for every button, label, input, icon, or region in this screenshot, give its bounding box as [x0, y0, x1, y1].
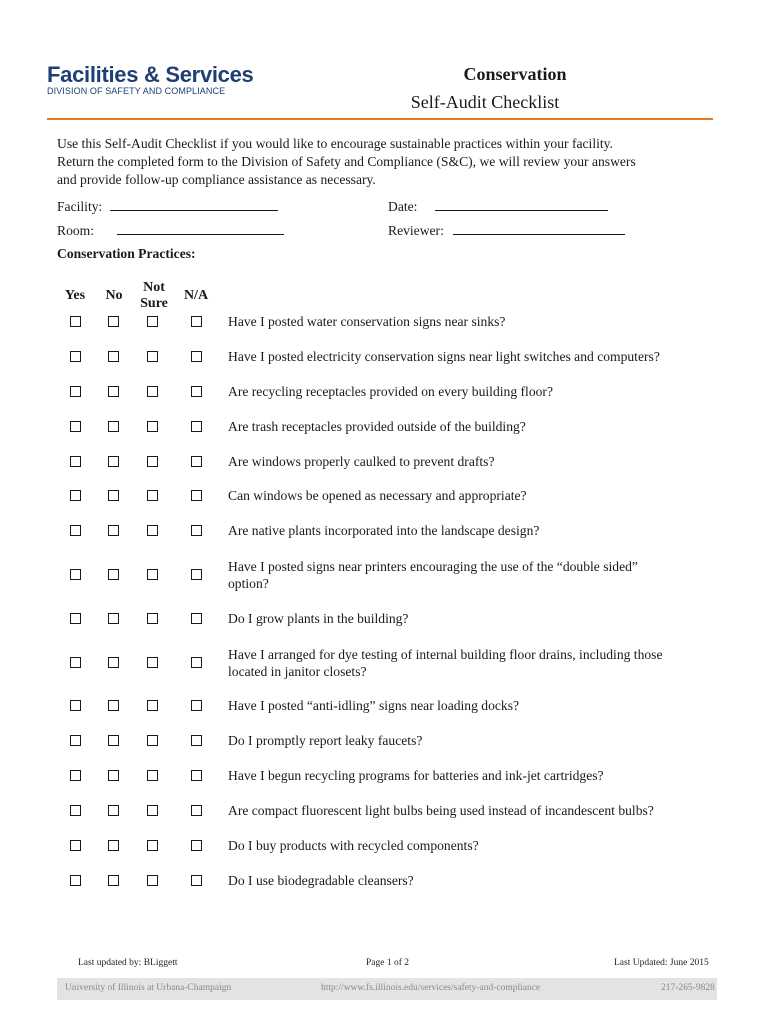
- question-line: Do I grow plants in the building?: [228, 611, 409, 626]
- checkbox-not-sure[interactable]: [147, 456, 158, 467]
- question-line: Are windows properly caulked to prevent drafts?: [228, 454, 495, 469]
- question-text: [228, 802, 708, 819]
- question-text: [228, 872, 708, 889]
- checkbox-na[interactable]: [191, 351, 202, 362]
- question-text: [228, 767, 708, 784]
- checkbox-not-sure[interactable]: [147, 770, 158, 781]
- question-text: [228, 646, 708, 680]
- question-line: Do I promptly report leaky faucets?: [228, 733, 423, 748]
- footer-phone: 217-265-9828: [661, 983, 715, 993]
- checkbox-not-sure[interactable]: [147, 490, 158, 501]
- column-header-no: No: [105, 288, 123, 303]
- footer-page-number: Page 1 of 2: [366, 958, 410, 968]
- footer-url[interactable]: http://www.fs.illinois.edu/services/safety-and-compliance: [321, 983, 541, 993]
- footer-updated-by: Last updated by: BLiggett: [78, 958, 178, 968]
- checkbox-yes[interactable]: [70, 770, 81, 781]
- checkbox-na[interactable]: [191, 386, 202, 397]
- checkbox-yes[interactable]: [70, 805, 81, 816]
- checkbox-yes[interactable]: [70, 316, 81, 327]
- question-text: [228, 732, 708, 749]
- checkbox-yes[interactable]: [70, 875, 81, 886]
- checkbox-na[interactable]: [191, 840, 202, 851]
- facilities-logo: [47, 62, 254, 96]
- checkbox-not-sure[interactable]: [147, 613, 158, 624]
- room-label: Room:: [57, 223, 95, 238]
- checkbox-no[interactable]: [108, 735, 119, 746]
- checkbox-not-sure[interactable]: [147, 386, 158, 397]
- checkbox-na[interactable]: [191, 613, 202, 624]
- question-text: [228, 418, 708, 435]
- page-subtitle: Self-Audit Checklist: [410, 92, 560, 112]
- checkbox-no[interactable]: [108, 875, 119, 886]
- checkbox-not-sure[interactable]: [147, 525, 158, 536]
- column-header-not-sure-line2: Sure: [140, 296, 168, 311]
- question-line: Have I posted “anti-idling” signs near loading docks?: [228, 698, 520, 713]
- date-input-line[interactable]: [435, 197, 608, 211]
- column-header-not-sure: [134, 280, 174, 312]
- question-line: Are trash receptacles provided outside of the building?: [228, 419, 526, 434]
- checkbox-yes[interactable]: [70, 421, 81, 432]
- question-line: Can windows be opened as necessary and appropriate?: [228, 488, 527, 503]
- section-title: Conservation Practices:: [57, 246, 196, 261]
- date-label: Date:: [388, 199, 418, 214]
- checkbox-no[interactable]: [108, 316, 119, 327]
- room-field: [57, 221, 284, 239]
- checkbox-yes[interactable]: [70, 525, 81, 536]
- facility-label: Facility:: [57, 199, 103, 214]
- column-header-yes: Yes: [64, 288, 86, 303]
- checkbox-not-sure[interactable]: [147, 316, 158, 327]
- intro-line: Return the completed form to the Division of Safety and Compliance (S&C), we will review your answers: [57, 154, 636, 169]
- checkbox-na[interactable]: [191, 735, 202, 746]
- checkbox-na[interactable]: [191, 700, 202, 711]
- page-title: Conservation: [463, 64, 567, 84]
- checkbox-na[interactable]: [191, 657, 202, 668]
- question-text: [228, 313, 708, 330]
- question-line: Have I posted water conservation signs near sinks?: [228, 314, 506, 329]
- checkbox-yes[interactable]: [70, 351, 81, 362]
- reviewer-label: Reviewer:: [388, 223, 444, 238]
- question-line: Have I posted signs near printers encouraging the use of the “double sided”: [228, 559, 638, 574]
- checkbox-yes[interactable]: [70, 700, 81, 711]
- checkbox-yes[interactable]: [70, 490, 81, 501]
- checkbox-yes[interactable]: [70, 840, 81, 851]
- question-text: [228, 487, 708, 504]
- checkbox-not-sure[interactable]: [147, 875, 158, 886]
- question-line: Are native plants incorporated into the landscape design?: [228, 523, 540, 538]
- question-line: Are compact fluorescent light bulbs being used instead of incandescent bulbs?: [228, 803, 654, 818]
- column-header-not-sure-line1: Not: [143, 280, 165, 295]
- checkbox-na[interactable]: [191, 456, 202, 467]
- question-line: Do I buy products with recycled components?: [228, 838, 479, 853]
- question-line: located in janitor closets?: [228, 664, 367, 679]
- checkbox-yes[interactable]: [70, 569, 81, 580]
- question-line: Have I begun recycling programs for batteries and ink-jet cartridges?: [228, 768, 604, 783]
- checkbox-not-sure[interactable]: [147, 840, 158, 851]
- question-line: option?: [228, 576, 269, 591]
- question-text: [228, 383, 708, 400]
- question-text: [228, 348, 708, 365]
- checkbox-no[interactable]: [108, 657, 119, 668]
- checkbox-yes[interactable]: [70, 657, 81, 668]
- question-line: Do I use biodegradable cleansers?: [228, 873, 414, 888]
- checkbox-no[interactable]: [108, 613, 119, 624]
- intro-line: and provide follow-up compliance assistance as necessary.: [57, 172, 376, 187]
- question-text: [228, 837, 708, 854]
- checkbox-no[interactable]: [108, 351, 119, 362]
- checkbox-na[interactable]: [191, 805, 202, 816]
- checkbox-na[interactable]: [191, 421, 202, 432]
- column-header-na: N/A: [183, 288, 209, 303]
- checkbox-yes[interactable]: [70, 735, 81, 746]
- checkbox-na[interactable]: [191, 875, 202, 886]
- checkbox-no[interactable]: [108, 569, 119, 580]
- intro-text: [57, 135, 717, 189]
- question-text: [228, 522, 708, 539]
- checkbox-no[interactable]: [108, 700, 119, 711]
- question-line: Have I arranged for dye testing of internal building floor drains, including those: [228, 647, 663, 662]
- checkbox-yes[interactable]: [70, 386, 81, 397]
- footer-bar: [57, 978, 717, 1000]
- checkbox-na[interactable]: [191, 490, 202, 501]
- division-name: DIVISION OF SAFETY AND COMPLIANCE: [47, 86, 226, 96]
- question-text: [228, 610, 708, 627]
- checkbox-not-sure[interactable]: [147, 700, 158, 711]
- header-divider: [47, 118, 713, 120]
- checkbox-no[interactable]: [108, 490, 119, 501]
- question-text: [228, 453, 708, 470]
- checkbox-yes[interactable]: [70, 613, 81, 624]
- date-field: [388, 197, 608, 215]
- checkbox-not-sure[interactable]: [147, 569, 158, 580]
- intro-line: Use this Self-Audit Checklist if you would like to encourage sustainable practices within your facility.: [57, 136, 613, 151]
- question-line: Are recycling receptacles provided on every building floor?: [228, 384, 553, 399]
- checkbox-no[interactable]: [108, 840, 119, 851]
- checkbox-na[interactable]: [191, 316, 202, 327]
- checkbox-yes[interactable]: [70, 456, 81, 467]
- footer-university: University of Illinois at Urbana-Champaign: [65, 983, 232, 993]
- checkbox-na[interactable]: [191, 525, 202, 536]
- checkbox-no[interactable]: [108, 386, 119, 397]
- checkbox-not-sure[interactable]: [147, 805, 158, 816]
- checkbox-not-sure[interactable]: [147, 735, 158, 746]
- facility-input-line[interactable]: [110, 197, 278, 211]
- reviewer-input-line[interactable]: [453, 221, 625, 235]
- room-input-line[interactable]: [117, 221, 284, 235]
- facility-field: [57, 197, 278, 215]
- brand-name: Facilities & Services: [47, 62, 254, 87]
- reviewer-field: [388, 221, 625, 239]
- checkbox-na[interactable]: [191, 770, 202, 781]
- footer-last-updated: Last Updated: June 2015: [614, 958, 709, 968]
- checkbox-no[interactable]: [108, 456, 119, 467]
- checkbox-no[interactable]: [108, 770, 119, 781]
- checkbox-not-sure[interactable]: [147, 657, 158, 668]
- checkbox-na[interactable]: [191, 569, 202, 580]
- checkbox-no[interactable]: [108, 421, 119, 432]
- question-line: Have I posted electricity conservation signs near light switches and computers?: [228, 349, 660, 364]
- checkbox-no[interactable]: [108, 525, 119, 536]
- checkbox-not-sure[interactable]: [147, 421, 158, 432]
- checkbox-not-sure[interactable]: [147, 351, 158, 362]
- question-text: [228, 558, 708, 592]
- question-text: [228, 697, 708, 714]
- checkbox-no[interactable]: [108, 805, 119, 816]
